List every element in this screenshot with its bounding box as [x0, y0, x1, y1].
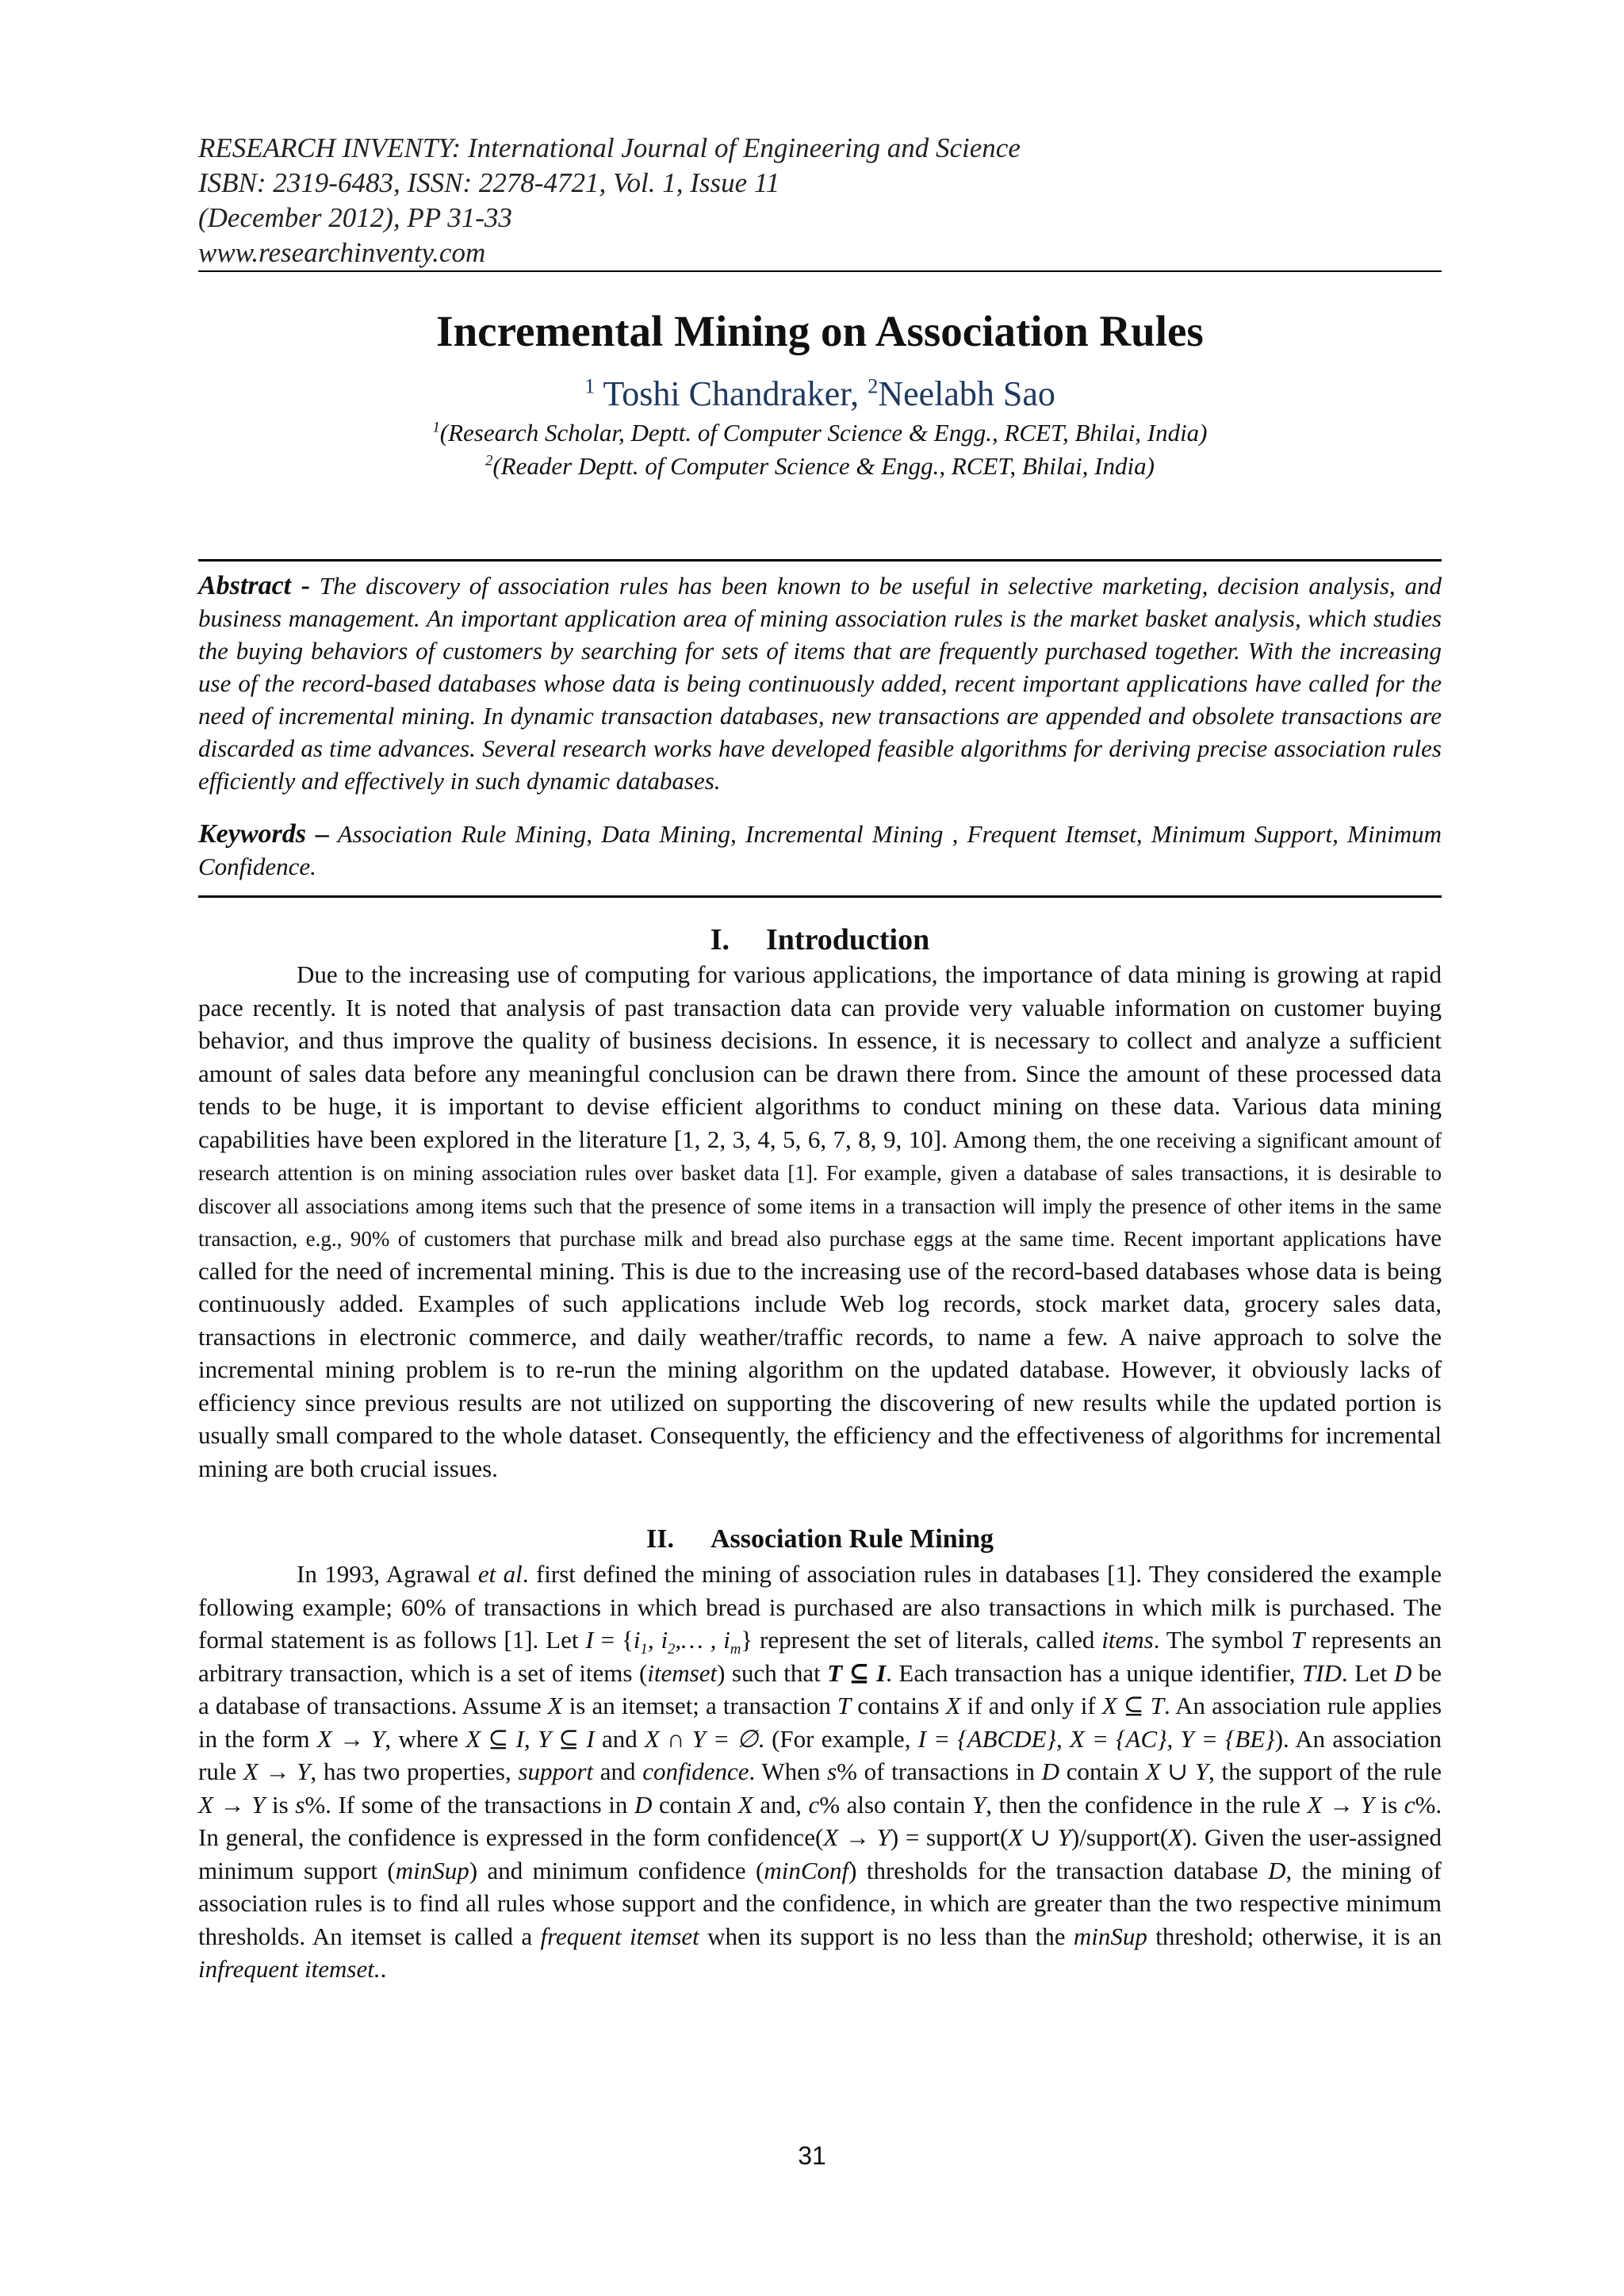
abstract [198, 569, 1442, 797]
affiliation-2-sup: 2 [485, 452, 493, 470]
header-rule [198, 270, 1442, 272]
affiliation-1-text: (Research Scholar, Deptt. of Computer Science & Engg., RCET, Bhilai, India) [439, 419, 1208, 447]
intro-text-small: them, the one receiving a significant amount of research attention is on mining association rules over basket data [1]. For example, given a database of sales transactions, it is desirable to discover all associations among items such that the presence of some items in a transaction will imply the presence of other items in the same transaction, e.g., 90% of customers that purchase milk and bread also purchase eggs at the same time. Recent important applications [198, 1128, 1442, 1251]
page-number: 31 [798, 2141, 826, 2170]
section-2-number: II. [645, 1524, 674, 1554]
author-1: Toshi Chandraker, [603, 374, 860, 413]
affiliation-1-sup: 1 [432, 419, 440, 436]
abstract-box [198, 559, 1442, 898]
section-2-heading [198, 1521, 1442, 1558]
journal-issn: ISBN: 2319-6483, ISSN: 2278-4721, Vol. 1, Issue 11 [198, 167, 780, 198]
intro-text-rest: have called for the need of incremental mining. This is due to the increasing use of the record-based databases whose data is being continuously added. Examples of such applications include Web log records, stock market data, grocery sales data, transactions in electronic commerce, and daily weather/traffic records, to name a few. A naive approach to solve the incremental mining problem is to re-run the mining algorithm on the updated database. However, it obviously lacks of efficiency since previous results are not utilized on supporting the discovering of new results while the updated portion is usually small compared to the whole dataset. Consequently, the efficiency and the effectiveness of algorithms for incremental mining are both crucial issues. [198, 1224, 1442, 1482]
keywords-label: Keywords – [198, 819, 329, 849]
abstract-label: Abstract - [198, 571, 311, 600]
keywords [198, 818, 1442, 883]
section-2-body: In 1993, Agrawal et al. first defined the mining of association rules in databases [1]. They considered the example following example; 60% of transactions in which bread is purchased are also transactions in which milk is purchased. The formal statement is as follows [1]. Let $I = \{i_1$, $i_2,\dots$ , $i_m$} represent the set of literals, called items. The symbol T represents an arbitrary transaction, which is a set of items (itemset) such that T ⊆ I. Each transaction has a unique identifier, TID. Let D be a database of transactions. Assume X is an itemset; a transaction T contains X if and only if X ⊆ T. An association rule applies in the form X → Y, where X ⊆ I, Y ⊆ I and X ∩ Y = ∅. (For example, I = {ABCDE}, X = {AC}, Y = {BE}). An association rule X → Y, has two properties, support and confidence. When s% of transactions in D contain X ∪ Y, the support of the rule X → Y is s%. If some of the transactions in D contain X and, c% also contain Y, then the confidence in the rule X → Y is c%. In general, the confidence is expressed in the form confidence(X → Y) = support(X ∪ Y)/support(X). Given the user-assigned minimum support (minSup) and minimum confidence (minConf) thresholds for the transaction database D, the mining of association rules is to find all rules whose support and the confidence, in which are greater than the two respective minimum thresholds. An itemset is called a frequent itemset when its support is no less than the minSup threshold; otherwise, it is an infrequent itemset.. [198, 1560, 1442, 1983]
formula-t-subset-i: T ⊆ I [827, 1658, 887, 1687]
section-1-title: Introduction [766, 923, 930, 956]
keywords-text: Association Rule Mining, Data Mining, Incremental Mining , Frequent Itemset, Minimum Support, Minimum Confidence. [198, 820, 1442, 880]
section-2-title: Association Rule Mining [710, 1524, 994, 1554]
section-1-heading [198, 922, 1442, 958]
paper-title: Incremental Mining on Association Rules [436, 307, 1204, 355]
author-1-sup: 1 [584, 374, 596, 398]
author-2-sup: 2 [868, 374, 879, 398]
abstract-text: The discovery of association rules has been known to be useful in selective marketing, decision analysis, and business management. An important application area of mining association rules is the market basket analysis, which studies the buying behaviors of customers by searching for sets of items that are frequently purchased together. With the increasing use of the record-based databases whose data is being continuously added, recent important applications have called for the need of incremental mining. In dynamic transaction databases, new transactions are appended and obsolete transactions are discarded as time advances. Several research works have developed feasible algorithms for deriving precise association rules efficiently and effectively in such dynamic databases. [198, 572, 1442, 795]
section-1-number: I. [710, 923, 730, 956]
paper-page [198, 131, 1442, 1986]
journal-header [198, 131, 1442, 270]
intro-text: Due to the increasing use of computing for various applications, the importance of data mining is growing at rapid pace recently. It is noted that analysis of past transaction data can provide very valuable information on customer buying behavior, and thus improve the quality of business decisions. In essence, it is necessary to collect and analyze a sufficient amount of sales data before any meaningful conclusion can be drawn there from. Since the amount of these processed data tends to be huge, it is important to devise efficient algorithms to conduct mining on these data. Various data mining capabilities have been explored in the literature [1, 2, 3, 4, 5, 6, 7, 8, 9, 10]. Among [198, 960, 1442, 1153]
affiliation-2-text: (Reader Deptt. of Computer Science & Engg., RCET, Bhilai, India) [492, 452, 1155, 480]
affiliation-1 [198, 416, 1442, 450]
author-2: Neelabh Sao [878, 374, 1055, 413]
journal-date: (December 2012), PP 31-33 [198, 202, 512, 233]
journal-name: RESEARCH INVENTY: International Journal of Engineering and Science [198, 132, 1021, 163]
affiliation-2 [198, 450, 1442, 483]
authors [198, 372, 1442, 416]
section-1-body [198, 958, 1442, 1485]
journal-url[interactable]: www.researchinventy.com [198, 237, 486, 268]
